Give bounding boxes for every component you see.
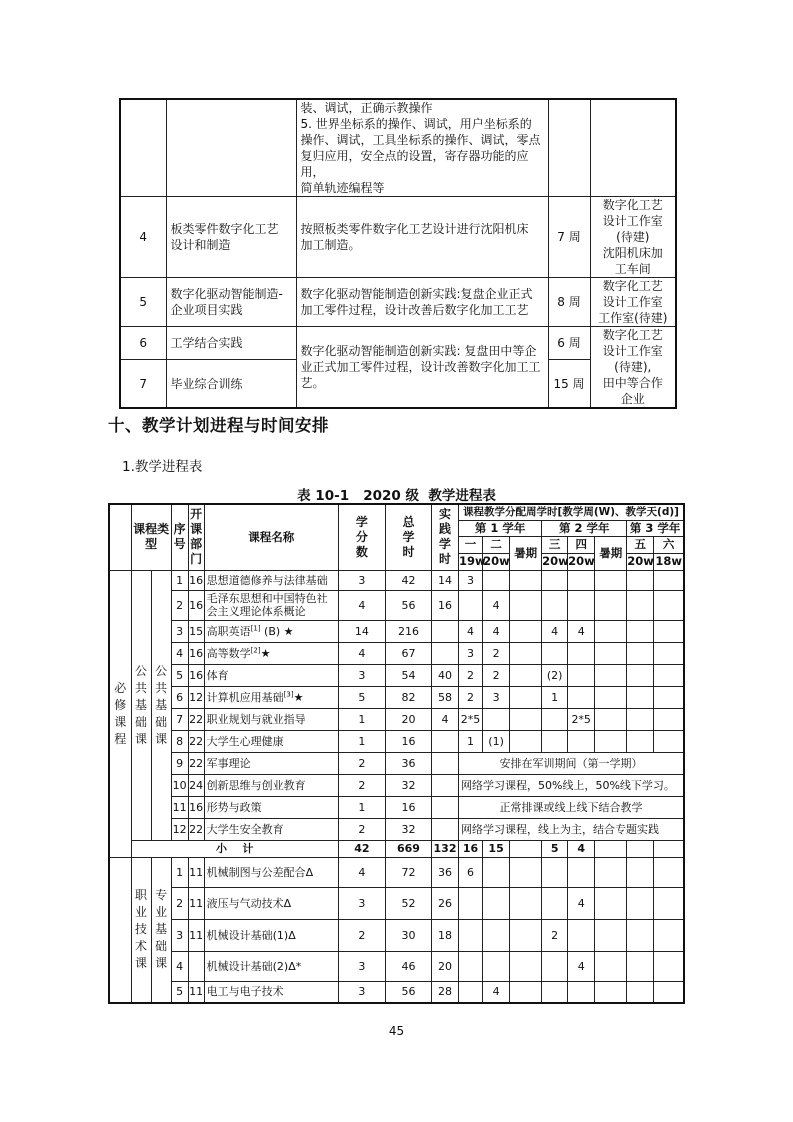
- term-header: 六: [654, 536, 684, 553]
- content-cell: 数字化驱动智能制造创新实践: 复盘田中等企 业正式加工零件过程，设计改善数字化加工工 艺。: [296, 327, 548, 409]
- summer-header: 暑期: [595, 536, 627, 570]
- row-number: 7: [120, 360, 166, 408]
- term-header: 四: [568, 536, 595, 553]
- table-row: 3 11 机械设计基础(1)Δ 2 30 18 2: [109, 919, 684, 951]
- term-header: 三: [542, 536, 568, 553]
- course-name: 大学生心理健康: [204, 730, 338, 752]
- term-header: 一: [459, 536, 483, 553]
- project-name: 工学结合实践: [166, 327, 296, 360]
- subtotal-row: 小 计 42 669 132 16 15 5 4: [109, 840, 684, 857]
- weeks-cell: 7 周: [548, 197, 590, 278]
- location-cell: 数字化工艺 设计工作室 工作室(待建): [590, 278, 676, 327]
- course-name: 液压与气动技术Δ: [204, 887, 338, 919]
- table-row: 2 11 液压与气动技术Δ 3 52 26 4: [109, 887, 684, 919]
- content-cell: 数字化驱动智能制造创新实践:复盘企业正式 加工零件过程，设计改善后数字化加工工艺: [296, 278, 548, 327]
- course-name: 创新思维与创业教育: [204, 774, 338, 796]
- table-row: 6 12 计算机应用基础[3]★ 5 82 58 2 3 1: [109, 686, 684, 708]
- course-name: 形势与政策: [204, 796, 338, 818]
- public-basic-label: 公共基础课: [151, 570, 171, 840]
- year3-header: 第 3 学年: [627, 520, 684, 536]
- table-row: 必修课程 公共基础课 公共基础课 1 16 思想道德修养与法律基础 3 42 14 3: [109, 570, 684, 590]
- table-row: 4 16 高等数学[2]★ 4 67 3 2: [109, 642, 684, 664]
- table-row: 7 22 职业规划与就业指导 1 20 4 2*5 2*5: [109, 708, 684, 730]
- section-heading: 十、教学计划进程与时间安排: [108, 416, 329, 435]
- schedule-note: 正常排课或线上线下结合教学: [459, 796, 684, 818]
- table-row: 11 16 形势与政策 1 16 正常排课或线上线下结合教学: [109, 796, 684, 818]
- table-row: 2 16 毛泽东思想和中国特色社会主义理论体系概论 4 56 16 4: [109, 590, 684, 620]
- course-name: 计算机应用基础[3]★: [204, 686, 338, 708]
- schedule-note: 网络学习课程，50%线上，50%线下学习。: [459, 774, 684, 796]
- required-group-label: 必修课程: [109, 570, 131, 857]
- table-caption: 表 10-1 2020 级 教学进程表: [297, 488, 496, 504]
- teaching-schedule-table: [108, 503, 685, 1004]
- row-number: 5: [120, 278, 166, 327]
- prof-tech-label: 职业技术课: [131, 857, 151, 1003]
- table-row: [120, 278, 676, 327]
- year2-header: 第 2 学年: [542, 520, 627, 536]
- sub-heading: 1.教学进程表: [122, 459, 203, 475]
- schedule-note: 网络学习课程，线上为主，结合专题实践: [459, 818, 684, 840]
- summer-header: 暑期: [510, 536, 542, 570]
- table-row: 职业技术课 专业基础课 1 11 机械制图与公差配合Δ 4 72 36 6: [109, 857, 684, 887]
- course-name: 大学生安全教育: [204, 818, 338, 840]
- table-row: 9 22 军事理论 2 36 安排在军训期间（第一学期）: [109, 752, 684, 774]
- table-row: [120, 197, 676, 278]
- course-category-header: 课程类型: [131, 504, 171, 570]
- header-row: [109, 504, 684, 520]
- schedule-note: 安排在军训期间（第一学期）: [459, 752, 684, 774]
- course-name: 军事理论: [204, 752, 338, 774]
- table-row: 10 24 创新思维与创业教育 2 32 网络学习课程，50%线上，50%线下学习。: [109, 774, 684, 796]
- row-number: 6: [120, 327, 166, 360]
- course-name: 高职英语[1] (B) ★: [204, 620, 338, 642]
- course-name: 职业规划与就业指导: [204, 708, 338, 730]
- course-name-header: 课程名称: [204, 504, 338, 570]
- prof-basic-label: 专业基础课: [151, 857, 171, 1003]
- course-name: 机械设计基础(1)Δ: [204, 919, 338, 951]
- table-row: 5 16 体育 3 54 40 2 2 (2): [109, 664, 684, 686]
- weeks-header: 18w: [654, 553, 684, 570]
- row-number: 4: [120, 197, 166, 278]
- practice-hours-header: 实践学时: [432, 504, 459, 570]
- course-name: 毛泽东思想和中国特色社会主义理论体系概论: [204, 590, 338, 620]
- table-row: 4 机械设计基础(2)Δ* 3 46 20 4: [109, 951, 684, 981]
- course-name: 机械设计基础(2)Δ*: [204, 951, 338, 981]
- practice-training-table: [119, 98, 677, 409]
- project-name: 毕业综合训练: [166, 360, 296, 408]
- total-hours-header: 总学时: [385, 504, 431, 570]
- weeks-header: 20w: [568, 554, 595, 568]
- location-cell: 数字化工艺 设计工作室 (待建), 田中等合作 企业: [590, 327, 676, 409]
- distribution-header: 课程教学分配周学时[教学周(W)、教学天(d)]: [459, 504, 684, 520]
- dept-header: 开课部门: [188, 504, 204, 570]
- credits-header: 学分数: [338, 504, 385, 570]
- weeks-cell: 6 周: [548, 327, 590, 360]
- subtotal-label: 小 计: [131, 840, 338, 857]
- term-header: 五: [627, 536, 654, 553]
- course-name: 电工与电子技术: [204, 981, 338, 1003]
- course-name: 机械制图与公差配合Δ: [204, 857, 338, 887]
- table-row: 5 11 电工与电子技术 3 56 28 4: [109, 981, 684, 1003]
- weeks-header: 20w: [627, 554, 654, 568]
- weeks-cell: 8 周: [548, 278, 590, 327]
- page-number: 45: [388, 1024, 405, 1038]
- course-name: 思想道德修养与法律基础: [204, 570, 338, 590]
- table-row: [120, 327, 676, 360]
- seq-header: 序号: [171, 504, 188, 570]
- weeks-header: 20w: [542, 554, 569, 568]
- year1-header: 第 1 学年: [459, 520, 542, 536]
- weeks-header: 19w: [459, 554, 486, 568]
- table-row: 3 15 高职英语[1] (B) ★ 14 216 4 4 4 4: [109, 620, 684, 642]
- project-name: 数字化驱动智能制造- 企业项目实践: [166, 278, 296, 327]
- weeks-cell: 15 周: [548, 360, 590, 408]
- project-name: 板类零件数字化工艺 设计和制造: [166, 197, 296, 278]
- table-row: [120, 99, 676, 197]
- location-cell: 数字化工艺 设计工作室 (待建) 沈阳机床加 工车间: [590, 197, 676, 278]
- public-basic-label: 公共基础课: [131, 570, 151, 840]
- course-name: 体育: [204, 664, 338, 686]
- course-name: 高等数学[2]★: [204, 642, 338, 664]
- weeks-header: 20w: [483, 554, 510, 568]
- table-row: 12 22 大学生安全教育 2 32 网络学习课程，线上为主，结合专题实践: [109, 818, 684, 840]
- term-header: 二: [483, 536, 510, 553]
- content-cell: 装、调试，正确示教操作 5. 世界坐标系的操作、调试，用户坐标系的 操作、调试，工具坐标系的操作、调试，零点 复归应用，安全点的设置，寄存器功能的应用， 简单轨迹编程等: [296, 99, 548, 197]
- content-cell: 按照板类零件数字化工艺设计进行沈阳机床 加工制造。: [296, 197, 548, 278]
- table-row: 8 22 大学生心理健康 1 16 1 (1): [109, 730, 684, 752]
